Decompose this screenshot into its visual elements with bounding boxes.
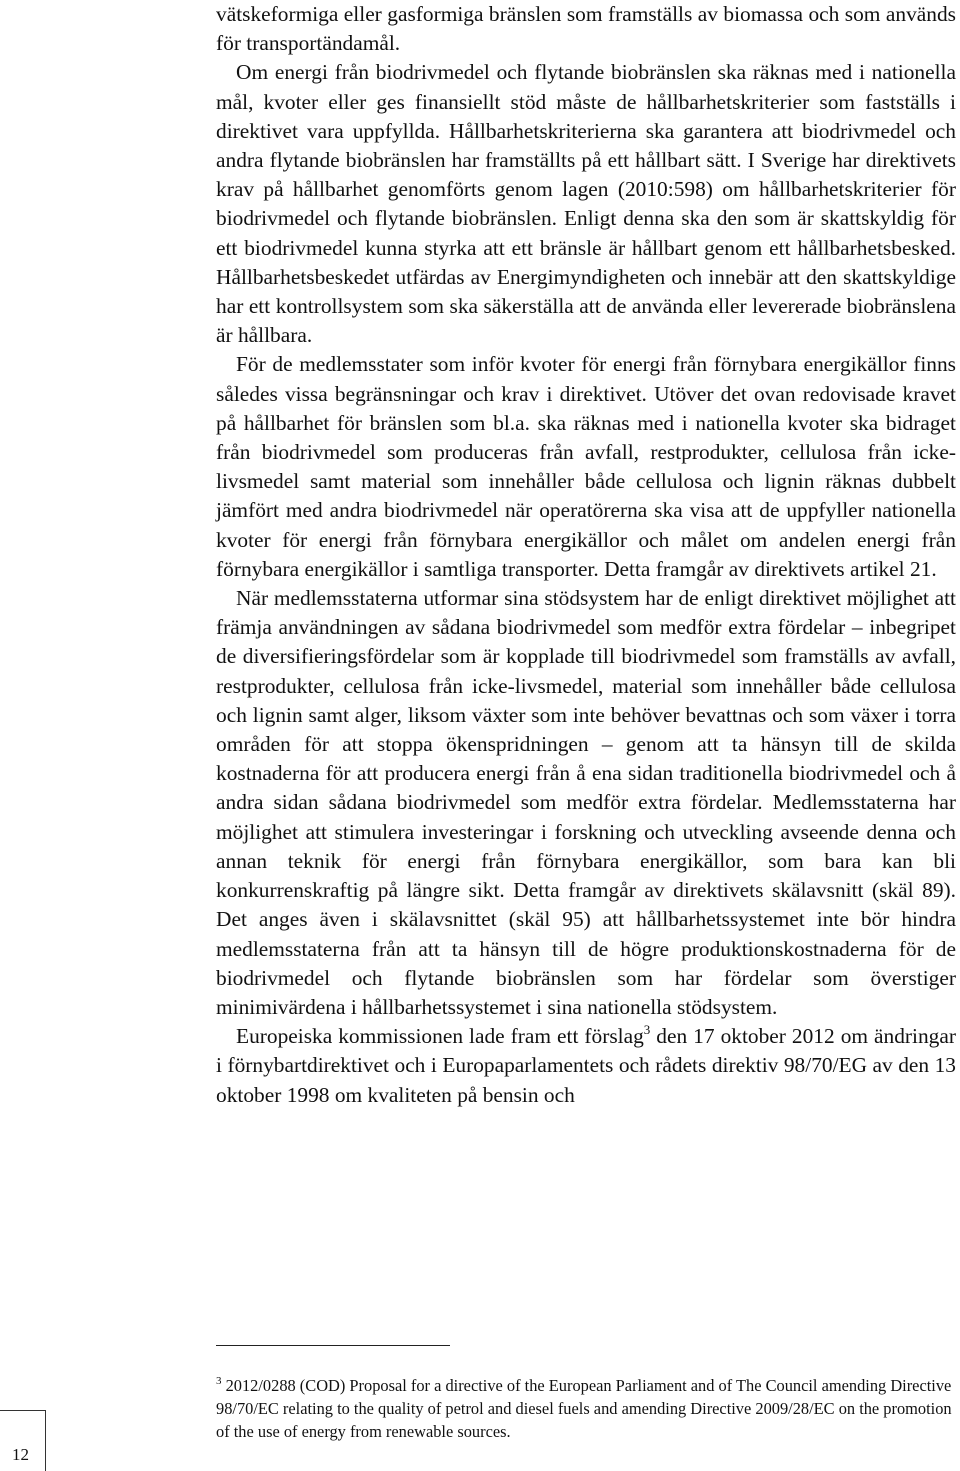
footnote <box>216 1375 956 1443</box>
page-number: 12 <box>12 1445 29 1464</box>
body-text <box>216 0 956 1110</box>
paragraph-support-systems: När medlemsstaterna utformar sina stödsystem har de enligt direktivet möjlighet att främja användningen av sådana biodrivmedel som medför extra fördelar – inbegripet de diversifieringsfördelar som är kopplade till biodrivmedel som framställs av avfall, restprodukter, cellulosa från icke-livsmedel, material som innehåller både cellulosa och lignin samt alger, liksom växter som inte behöver bevattnas och som växer i torra områden för att stoppa ökenspridningen – genom att ta hänsyn till de skilda kostnaderna för att producera energi från å ena sidan traditionella biodrivmedel och å andra sidan sådana biodrivmedel som medför extra fördelar. Medlemsstaterna har möjlighet att stimulera investeringar i forskning och utveckling avseende denna och annan teknik för energi från förnybara energikällor, som bara kan bli konkurrenskraftig på längre sikt. Detta framgår av direktivets skälavsnitt (skäl 89). Det anges även i skälavsnittet (skäl 95) att hållbarhetssystemet inte bör hindra medlemsstaterna från att ta hänsyn till de högre produktionskostnaderna för de biodrivmedel och flytande biobränslen som har fördelar som överstiger minimivärdena i hållbarhetssystemet i sina nationella stödsystem. <box>216 586 956 1019</box>
footnote-reference[interactable]: 3 <box>643 1022 651 1038</box>
paragraph-text-after-ref: den 17 oktober 2012 om ändringar i förnybartdirektivet och i Europaparlamentets och rådets direktiv 98/70/EG av den 13 oktober 1998 om kvaliteten på bensin och <box>216 1024 956 1107</box>
paragraph-commission-proposal <box>216 1022 956 1110</box>
footnote-number: 3 <box>216 1375 222 1387</box>
footnote-separator <box>216 1345 450 1346</box>
page-number-box <box>0 1410 46 1471</box>
paragraph-text-before-ref: Europeiska kommissionen lade fram ett förslag <box>236 1024 644 1049</box>
paragraph-quota-restrictions: För de medlemsstater som inför kvoter för energi från förnybara energikällor finns således vissa begränsningar och krav i direktivet. Utöver det ovan redovisade kravet på hållbarhet för bränslen som bl.a. ska räknas med i nationella kvoter ska bidraget från biodrivmedel som produceras från avfall, restprodukter, cellulosa från icke-livsmedel samt material som innehåller både cellulosa och lignin räknas dubbelt jämfört med andra biodrivmedel när operatörerna ska visa att de uppfyller nationella kvoter för energi från förnybara energikällor och målet om andelen energi från förnybara energikällor i samtliga transporter. Detta framgår av direktivets artikel 21. <box>216 352 956 581</box>
footnote-text: 2012/0288 (COD) Proposal for a directive of the European Parliament and of The Council amending Directive 98/70/EC relating to the quality of petrol and diesel fuels and amending Directive 2009/28/EC on the promotion of the use of energy from renewable sources. <box>216 1376 952 1441</box>
paragraph-sustainability-criteria: Om energi från biodrivmedel och flytande biobränslen ska räknas med i nationella mål, kvoter eller ges finansiellt stöd måste de hållbarhetskriterier som fastställs i direktivet vara uppfyllda. Hållbarhetskriterierna ska garantera att biodrivmedel och andra flytande biobränslen har framställts på ett hållbart sätt. I Sverige har direktivets krav på hållbarhet genomförts genom lagen (2010:598) om hållbarhetskriterier för biodrivmedel och flytande biobränslen. Enligt denna ska den som är skattskyldig för ett biodrivmedel kunna styrka att ett bränsle är hållbart genom ett hållbarhetsbesked. Hållbarhetsbeskedet utfärdas av Energimyndigheten och innebär att den skattskyldige har ett kontrollsystem som ska säkerställa att de använda eller levererade biobränslena är hållbara. <box>216 60 956 348</box>
paragraph-continued: vätskeformiga eller gasformiga bränslen som framställs av biomassa och som används för transportändamål. <box>216 2 956 56</box>
page-body <box>216 0 956 1110</box>
